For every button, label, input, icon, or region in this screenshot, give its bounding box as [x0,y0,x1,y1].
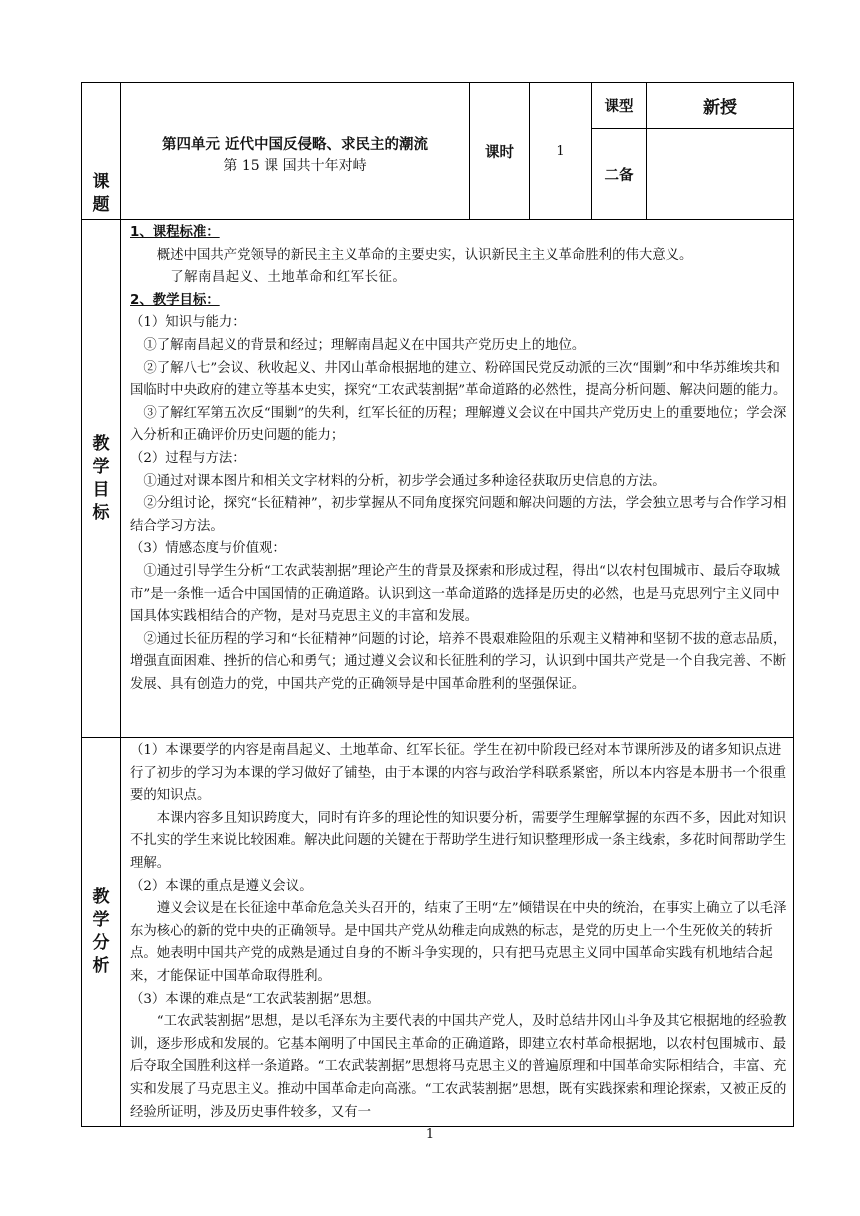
lesson-title: 第 15 课 国共十年对峙 [223,158,367,174]
course-standard-line: 概述中国共产党领导的新民主主义革命的主要史实，认识新民主主义革命胜利的伟大意义。 [156,247,693,263]
type-value: 新授 [647,83,794,129]
side-char: 目 [92,479,110,500]
side-char: 课 [92,172,110,192]
knowledge-item: ③了解红军第五次反“围剿”的失利，红军长征的历程；理解遵义会议在中国共产党历史上的重要地位；学会深入分析和正确评价历史问题的能力； [130,405,787,444]
analysis-paragraph: （1）本课要学的内容是南昌起义、土地革命、红军长征。学生在初中阶段已经对本节课所涉及的诸多知识点进行了初步的学习为本课的学习做好了铺垫，由于本课的内容与政治学科联系紧密，所以本内容是本册书一个很重要的知识点。 [130,743,787,804]
lesson-plan-table [81,82,794,1127]
analysis-content [121,738,794,1127]
hours-label: 课时 [470,83,530,220]
process-item: ②分组讨论，探究“长征精神”，初步掌握从不同角度探究问题和解决问题的方法，学会独立思考与合作学习相结合学习方法。 [130,496,787,534]
course-standard-heading: 1、课程标准： [130,225,220,240]
second-prep-value [647,129,794,220]
teaching-goals-heading: 2、教学目标： [130,292,220,308]
analysis-paragraph: 遵义会议是在长征途中革命危急关头召开的，结束了王明“左”倾错误在中央的统治，在事实上确立了以毛泽东为核心的新的党中央的正确领导。是中国共产党从幼稚走向成熟的标志，是党的历史上一个生死攸关的转折点。她表明中国共产党的成熟是通过自身的不断斗争实现的，只有把马克思主义同中国革命实践有机地结合起来，才能保证中国革命取得胜利。 [130,901,787,984]
emotion-item: ②通过长征历程的学习和“长征精神”问题的讨论，培养不畏艰难险阻的乐观主义精神和坚韧不拔的意志品质，增强直面困难、挫折的信心和勇气；通过遵义会议和长征胜利的学习，认识到中国共产党是一个自我完善、不断发展、具有创造力的党，中国共产党的正确领导是中国革命胜利的坚强保证。 [130,631,787,692]
emotion-item: ①通过引导学生分析“工农武装割据”理论产生的背景及探索和形成过程，得出“以农村包围城市、最后夺取城市”是一条惟一适合中国国情的正确道路。认识到这一革命道路的选择是历史的必然，也是马克思列宁主义同中国具体实践相结合的产物，是对马克思主义的丰富和发展。 [130,563,780,625]
analysis-paragraph: “工农武装割据”思想，是以毛泽东为主要代表的中国共产党人，及时总结井冈山斗争及其它根据地的经验教训，逐步形成和发展的。它基本阐明了中国民主革命的正确道路，即建立农村革命根据地，以农村包围城市、最后夺取全国胜利这样一条道路。“工农武装割据”思想将马克思主义的普遍原理和中国革命实际相结合，丰富、充实和发展了马克思主义。推动中国革命走向高涨。“工农武装割据”思想，既有实践探索和理论探索，又被正反的经验所证明，涉及历史事件较多，又有一 [130,1014,787,1120]
page-number: 1 [425,1127,435,1142]
hours-value: 1 [530,83,592,220]
side-char: 学 [92,456,110,477]
analysis-paragraph: 本课内容多且知识跨度大，同时有许多的理论性的知识要分析，需要学生理解掌握的东西不多，因此对知识不扎实的学生来说比较困难。解决此问题的关键在于帮助学生进行知识整理形成一条主线索，多花时间帮助学生理解。 [130,810,787,871]
process-heading: （2）过程与方法： [130,450,246,466]
course-standard-line: 了解南昌起义、土地革命和红军长征。 [170,270,407,286]
side-char: 析 [92,956,110,977]
analysis-paragraph: （3）本课的难点是“工农武装割据”思想。 [130,991,380,1007]
side-char: 教 [92,887,110,908]
unit-title: 第四单元 近代中国反侵略、求民主的潮流 [161,137,429,153]
side-char: 题 [92,195,110,215]
lesson-title-cell [121,83,470,220]
side-char: 标 [92,502,110,523]
knowledge-heading: （1）知识与能力： [130,315,246,331]
side-char: 分 [92,933,110,954]
topic-side-label [82,83,121,220]
type-label: 课型 [592,83,647,129]
process-item: ①通过对课本图片和相关文字材料的分析，初步学会通过多种途径获取历史信息的方法。 [143,473,666,489]
knowledge-item: ①了解南昌起义的背景和经过；理解南昌起义在中国共产党历史上的地位。 [143,337,586,353]
analysis-side-label [82,738,121,1127]
second-prep-label: 二备 [592,129,647,220]
knowledge-item: ②了解八七”会议、秋收起义、井冈山革命根据地的建立、粉碎国民党反动派的三次“围剿”和中华苏维埃共和国临时中央政府的建立等基本史实，探究“工农武装割据”革命道路的必然性，提高分析问题、解决问题的能力。 [130,360,787,399]
analysis-paragraph: （2）本课的重点是遵义会议。 [130,878,313,894]
emotion-heading: （3）情感态度与价值观： [130,541,286,557]
side-char: 教 [92,433,110,454]
side-char: 学 [92,910,110,931]
objectives-side-label [82,220,121,738]
objectives-content [121,220,794,738]
